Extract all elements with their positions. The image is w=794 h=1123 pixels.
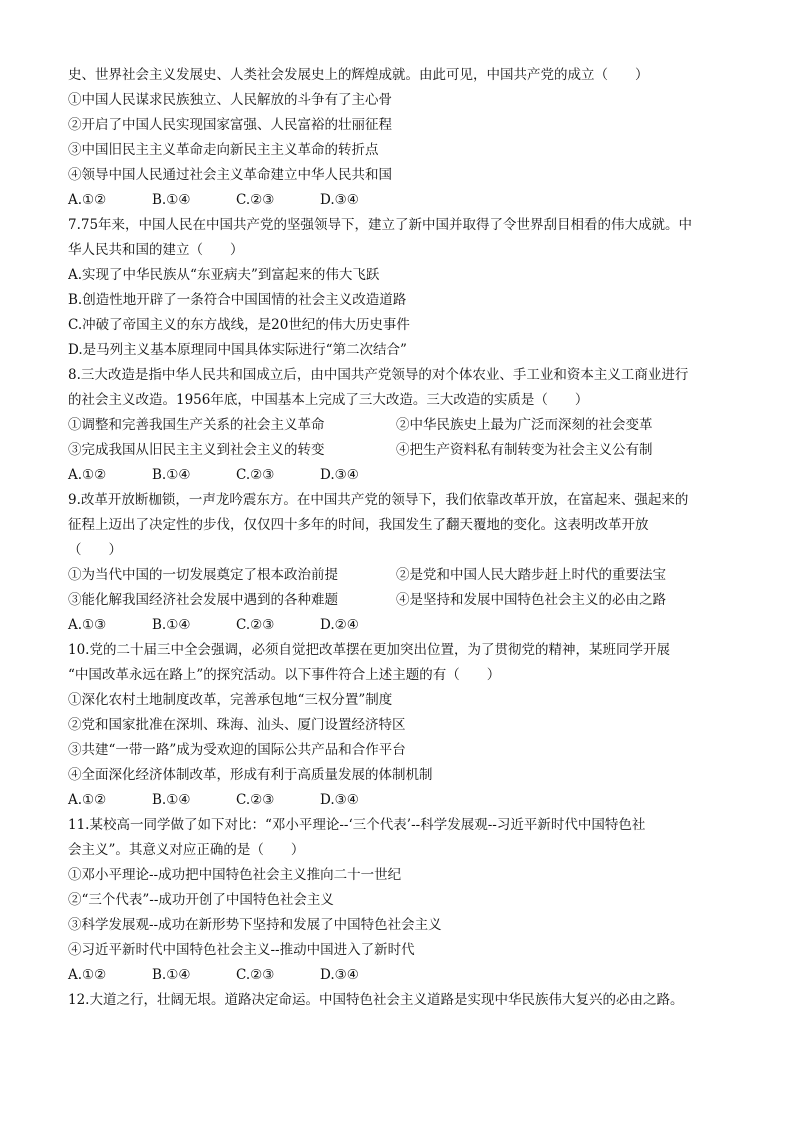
question-8 (68, 363, 724, 488)
option-2: ②中华民族史上最为广泛而深刻的社会变革 (396, 417, 653, 433)
option-a: A.实现了中华民族从“东亚病夫”到富起来的伟大飞跃 (68, 267, 380, 283)
option-2: ②是党和中国人民大踏步赶上时代的重要法宝 (396, 567, 666, 583)
choice-a: A.①③ (68, 617, 107, 633)
option-row (68, 588, 724, 613)
question-6 (68, 63, 724, 213)
question-stem-line1: 8.三大改造是指中华人民共和国成立后，由中国共产党领导的对个体农业、手工业和资本主义工商业进行 (68, 367, 689, 383)
choice-c: C.②③ (236, 967, 275, 983)
choice-b: B.①④ (152, 967, 191, 983)
choice-d: D.③④ (320, 792, 359, 808)
choice-d: D.②④ (320, 617, 359, 633)
option-c: C.冲破了帝国主义的东方战线，是20世纪的伟大历史事件 (68, 317, 410, 333)
question-stem-line1: 12.大道之行，壮阔无垠。道路决定命运。中国特色社会主义道路是实现中华民族伟大复兴的必由之路。 (68, 992, 684, 1008)
option-3: ③科学发展观--成功在新形势下坚持和发展了中国特色社会主义 (68, 917, 442, 933)
option-4: ④是坚持和发展中国特色社会主义的必由之路 (396, 592, 666, 608)
answer-choices (68, 188, 724, 213)
option-3: ③能化解我国经济社会发展中遇到的各种难题 (68, 592, 338, 608)
option-b: B.创造性地开辟了一条符合中国国情的社会主义改造道路 (68, 292, 407, 308)
option-2: ②“三个代表”--成功开创了中国特色社会主义 (68, 892, 334, 908)
question-stem-line2: 会主义”。其意义对应正确的是（ ） (68, 842, 305, 858)
choice-b: B.①④ (152, 192, 191, 208)
option-4: ④把生产资料私有制转变为社会主义公有制 (396, 442, 653, 458)
choice-a: A.①② (68, 792, 107, 808)
choice-c: C.②③ (236, 192, 275, 208)
option-4: ④全面深化经济体制改革，形成有利于高质量发展的体制机制 (68, 767, 433, 783)
question-12 (68, 988, 724, 1013)
option-1: ①为当代中国的一切发展奠定了根本政治前提 (68, 567, 338, 583)
option-3: ③完成我国从旧民主主义到社会主义的转变 (68, 442, 325, 458)
choice-a: A.①② (68, 467, 107, 483)
option-1: ①调整和完善我国生产关系的社会主义革命 (68, 417, 325, 433)
question-stem-line2: 的社会主义改造。1956年底，中国基本上完成了三大改造。三大改造的实质是（ ） (68, 392, 589, 408)
choice-b: B.①④ (152, 792, 191, 808)
choice-b: B.①④ (152, 467, 191, 483)
option-3: ③中国旧民主主义革命走向新民主主义革命的转折点 (68, 142, 379, 158)
choice-d: D.③④ (320, 967, 359, 983)
question-stem-line1: 10.党的二十届三中全会强调，必须自觉把改革摆在更加突出位置，为了贯彻党的精神，某班同学开展 (68, 642, 670, 658)
question-10 (68, 638, 724, 813)
option-3: ③共建“一带一路”成为受欢迎的国际公共产品和合作平台 (68, 742, 406, 758)
option-4: ④领导中国人民通过社会主义革命建立中华人民共和国 (68, 167, 392, 183)
choice-c: C.②③ (236, 467, 275, 483)
answer-choices (68, 463, 724, 488)
option-2: ②开启了中国人民实现国家富强、人民富裕的壮丽征程 (68, 117, 392, 133)
option-row (68, 413, 724, 438)
question-7 (68, 213, 724, 363)
question-stem: 史、世界社会主义发展史、人类社会发展史上的辉煌成就。由此可见，中国共产党的成立（ ） (68, 67, 649, 83)
question-stem-line2: 征程上迈出了决定性的步伐，仅仅四十多年的时间，我国发生了翻天覆地的变化。这表明改革开放 (68, 517, 649, 533)
choice-d: D.③④ (320, 192, 359, 208)
option-2: ②党和国家批准在深圳、珠海、汕头、厦门设置经济特区 (68, 717, 406, 733)
option-1: ①中国人民谋求民族独立、人民解放的斗争有了主心骨 (68, 92, 392, 108)
choice-a: A.①② (68, 192, 107, 208)
question-stem-line1: 11.某校高一同学做了如下对比：“邓小平理论--‘三个代表’--科学发展观--习近平新时代中国特色社 (68, 817, 646, 833)
option-row (68, 563, 724, 588)
choice-a: A.①② (68, 967, 107, 983)
answer-choices (68, 963, 724, 988)
option-d: D.是马列主义基本原理同中国具体实际进行“第二次结合” (68, 342, 407, 358)
choice-b: B.①④ (152, 617, 191, 633)
question-stem-line1: 9.改革开放断枷锁，一声龙吟震东方。在中国共产党的领导下，我们依靠改革开放，在富起来、强起来的 (68, 492, 689, 508)
question-11 (68, 813, 724, 988)
answer-choices (68, 788, 724, 813)
question-stem-line2: 华人民共和国的建立（ ） (68, 242, 244, 258)
option-1: ①深化农村土地制度改革，完善承包地“三权分置”制度 (68, 692, 393, 708)
question-stem-line3: （ ） (68, 542, 122, 558)
choice-c: C.②③ (236, 792, 275, 808)
option-1: ①邓小平理论--成功把中国特色社会主义推向二十一世纪 (68, 867, 402, 883)
option-4: ④习近平新时代中国特色社会主义--推动中国进入了新时代 (68, 942, 415, 958)
choice-c: C.②③ (236, 617, 275, 633)
answer-choices (68, 613, 724, 638)
option-row (68, 438, 724, 463)
question-stem-line1: 7.75年来，中国人民在中国共产党的坚强领导下，建立了新中国并取得了令世界刮目相看的伟大成就。中 (68, 217, 693, 233)
question-9 (68, 488, 724, 638)
choice-d: D.③④ (320, 467, 359, 483)
question-stem-line2: “中国改革永远在路上”的探究活动。以下事件符合上述主题的有（ ） (68, 667, 501, 683)
